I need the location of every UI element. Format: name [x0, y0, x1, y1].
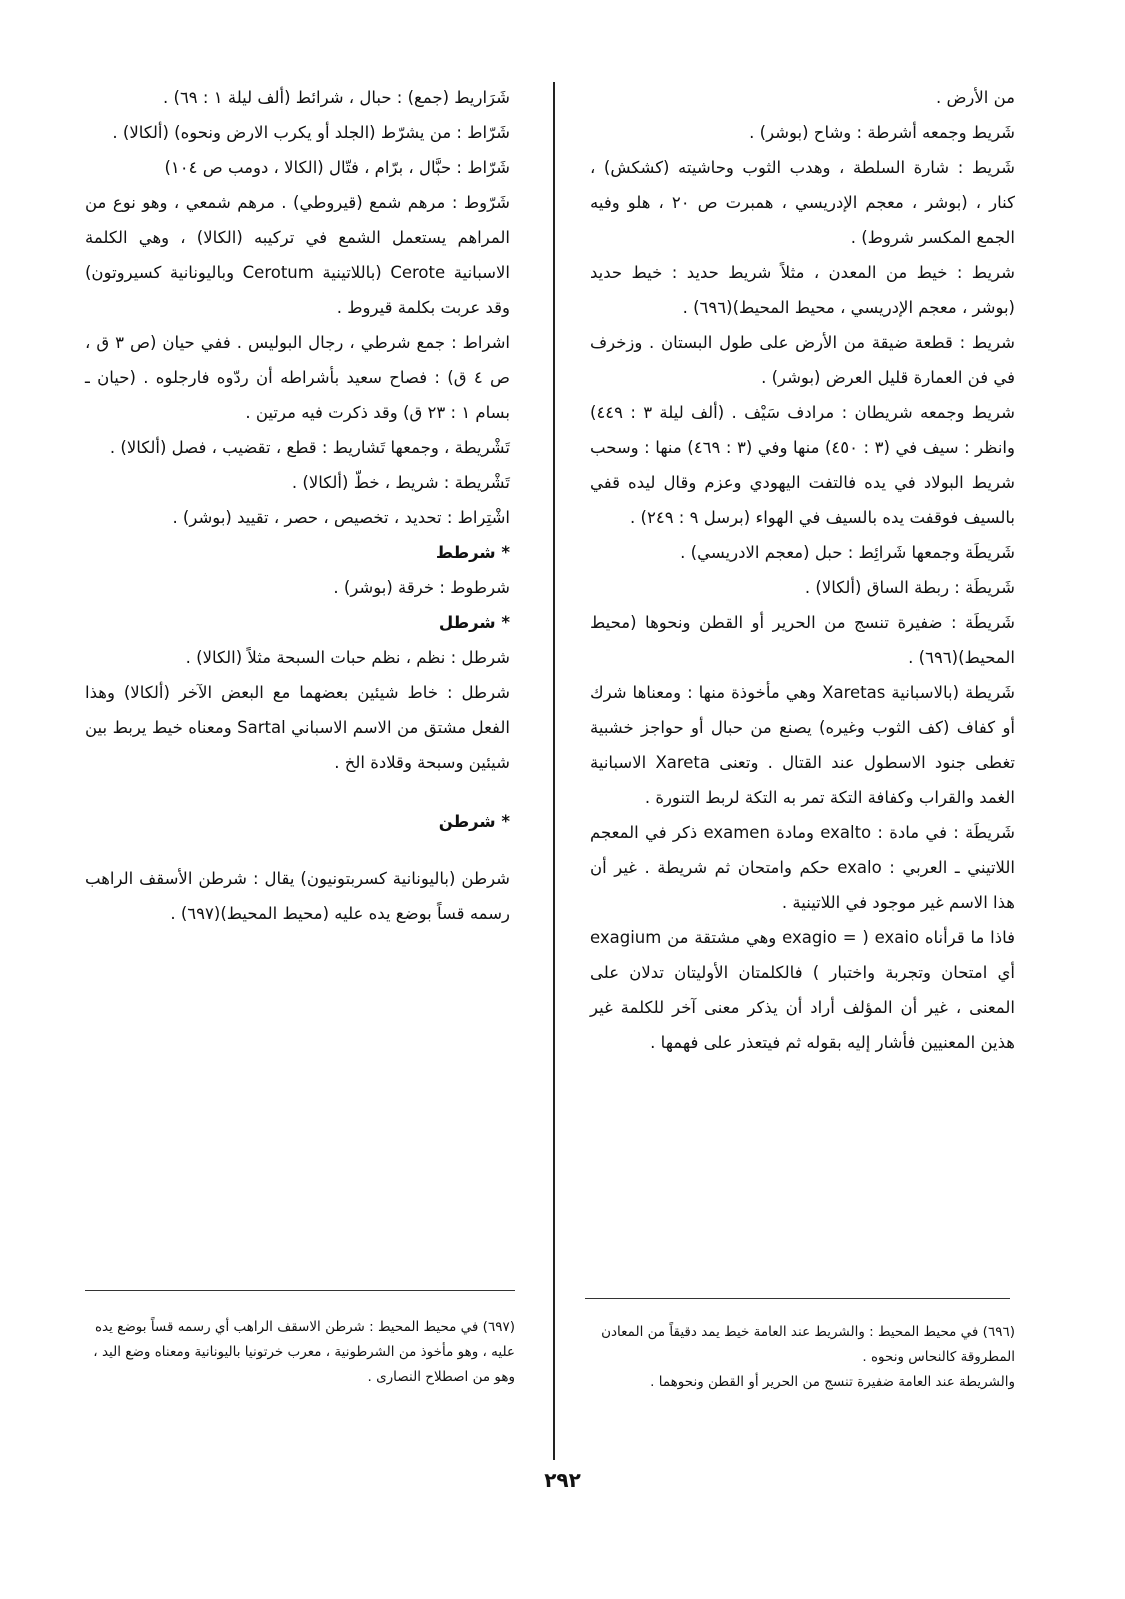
footnote: والشريطة عند العامة ضفيرة تنسج من الحرير أو القطن ونحوهما .: [650, 1374, 1015, 1390]
entry: اشْتِراط : تحديد ، تخصيص ، حصر ، تقييد (بوشر) .: [172, 508, 510, 527]
entry: شريط : خيط من المعدن ، مثلاً شريط حديد : خيط حديد (بوشر ، معجم الإدريسي ، محيط المحيط)(٦٩٦) .: [590, 263, 1015, 317]
entry: شرطل : نظم ، نظم حبات السبحة مثلاً (الكالا) .: [185, 648, 510, 667]
entry: من الأرض .: [935, 88, 1015, 107]
entry: اشراط : جمع شرطي ، رجال البوليس . ففي حيان (ص ٣ ق ، ص ٤ ق) : فصاح سعيد بأشراطه أن ردّوه فارجلوه . (حيان ـ بسام ١ : ٢٣ ق) وقد ذكرت فيه مرتين .: [85, 333, 510, 422]
entry: شَرّوط : مرهم شمع (قيروطي) . مرهم شمعي ، وهو نوع من المراهم يستعمل الشمع في تركيبه (الكالا) ، وهي الكلمة الاسبانية Cerote (باللاتينية Cerotum وباليونانية كسيروتون) وقد عربت بكلمة قيروط .: [85, 193, 510, 317]
entry: شَريطَة وجمعها شَرائِط : حبل (معجم الادريسي) .: [680, 543, 1015, 562]
entry: شرطوط : خرقة (بوشر) .: [333, 578, 510, 597]
entry: شَرَاريط (جمع) : حبال ، شرائط (ألف ليلة ١ : ٦٩) .: [163, 88, 510, 107]
entry: شَرّاط : حبَّال ، برّام ، فتّال (الكالا ، دومب ص ١٠٤): [164, 158, 510, 177]
entry: شَريطَة : ضفيرة تنسج من الحرير أو القطن ونحوها (محيط المحيط)(٦٩٦) .: [590, 613, 1015, 667]
entry: شَريطَة : في مادة : exalto ومادة examen ذكر في المعجم اللاتيني ـ العربي : exalo حكم وامتحان ثم شريطة . غير أن هذا الاسم غير موجود في اللاتينية .: [590, 823, 1016, 912]
section-heading: * شرطل: [438, 613, 510, 632]
footnote-rule-left: [85, 1290, 515, 1291]
entry: شَريط وجمعه أشرطة : وشاح (بوشر) .: [749, 123, 1015, 142]
section-heading: * شرطن: [438, 812, 510, 831]
footnote-rule-right: [585, 1298, 1010, 1299]
footnotes-right: [585, 1320, 1015, 1395]
entry: شَريطَة : ربطة الساق (ألكالا) .: [804, 578, 1015, 597]
entry: فاذا ما قرأناه exaio ( = exagio وهي مشتقة من exagium أي امتحان وتجربة واختبار ) فالكلمتان الأوليتان تدلان على المعنى ، غير أن المؤلف أراد أن يذكر معنى آخر للكلمة غير هذين المعنيين فأشار إليه بقوله ثم فيتعذر على فهمها .: [590, 928, 1016, 1052]
left-column: [85, 80, 510, 931]
entry: شَرّاط : من يشرّط (الجلد أو يكرب الارض ونحوه) (ألكالا) .: [112, 123, 510, 142]
entry: شريط : قطعة ضيقة من الأرض على طول البستان . وزخرف في فن العمارة قليل العرض (بوشر) .: [590, 333, 1015, 387]
footnote: (٦٩٧) في محيط المحيط : شرطن الاسقف الراهب أي رسمه قساً بوضع يده عليه ، وهو مأخوذ من الشرطونية ، معرب خرتونيا باليونانية ومعناه وضع اليد ، وهو من اصطلاح النصارى .: [93, 1319, 515, 1385]
entry: شريط وجمعه شريطان : مرادف سَيْف . (ألف ليلة ٣ : ٤٤٩) وانظر : سيف في (٣ : ٤٥٠) منها وفي (٣ : ٤٦٩) منها : وسحب شريط البولاد في يده فالتفت اليهودي وعزم وقال ليده قفي بالسيف فوقفت يده بالسيف في الهواء (برسل ٩ : ٢٤٩) .: [590, 403, 1015, 527]
section-heading: * شرطط: [435, 543, 510, 562]
entry: شَريطة (بالاسبانية Xaretas وهي مأخوذة منها : ومعناها شرك أو كفاف (كف الثوب وغيره) يصنع من حبال أو حواجز خشبية تغطى جنود الاسطول عند القتال . وتعنى Xareta الاسبانية الغمد والقراب وكفافة التكة تمر به التكة لربط التنورة .: [590, 683, 1016, 807]
right-column: [590, 80, 1015, 1060]
entry: تَشْريطة ، وجمعها تَشاريط : قطع ، تقضيب ، فصل (ألكالا) .: [109, 438, 510, 457]
entry: تَشْريطة : شريط ، خطّ (ألكالا) .: [291, 473, 510, 492]
entry: شرطل : خاط شيئين بعضهما مع البعض الآخر (ألكالا) وهذا الفعل مشتق من الاسم الاسباني Sartal ومعناه خيط يربط بين شيئين وسبحة وقلادة الخ .: [85, 683, 511, 772]
column-divider: [553, 82, 555, 1460]
entry: شرطن (باليونانية كسربتونيون) يقال : شرطن الأسقف الراهب رسمه قساً بوضع يده عليه (محيط المحيط)(٦٩٧) .: [85, 869, 510, 923]
footnotes-left: [85, 1315, 515, 1390]
entry: شَريط : شارة السلطة ، وهدب الثوب وحاشيته (كشكش) ، كنار ، (بوشر ، معجم الإدريسي ، همبرت ص ٢٠ ، هلو وفيه الجمع المكسر شروط) .: [590, 158, 1015, 247]
page-number: ٢٩٢: [544, 1468, 581, 1492]
footnote: (٦٩٦) في محيط المحيط : والشريط عند العامة خيط يمد دقيقاً من المعادن المطروقة كالنحاس ونحوه .: [601, 1324, 1015, 1365]
